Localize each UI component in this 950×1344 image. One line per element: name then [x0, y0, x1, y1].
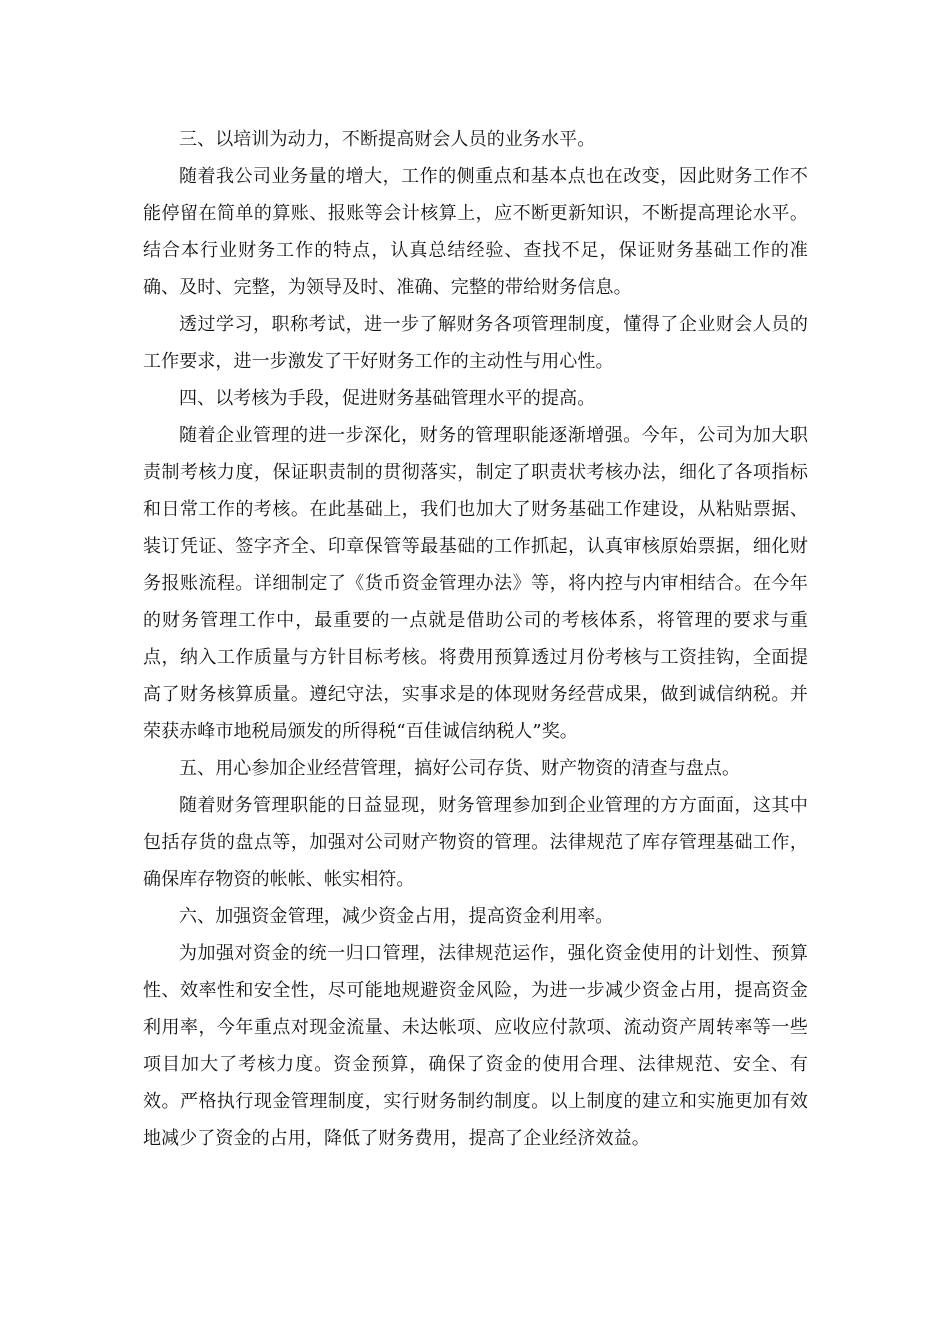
body-paragraph: 随着财务管理职能的日益显现，财务管理参加到企业管理的方方面面，这其中包括存货的盘点等，加强对公司财产物资的管理。法律规范了库存管理基础工作，确保库存物资的帐帐、帐实相符。 [143, 795, 808, 890]
section-heading-3: 三、以培训为动力，不断提高财会人员的业务水平。 [179, 129, 596, 150]
body-paragraph: 为加强对资金的统一归口管理，法律规范运作，强化资金使用的计划性、预算性、效率性和安全性，尽可能地规避资金风险，为进一步减少资金占用，提高资金利用率，今年重点对现金流量、未达帐项、应收应付款项、流动资产周转率等一些项目加大了考核力度。资金预算，确保了资金的使用合理、法律规范、安全、有效。严格执行现金管理制度，实行财务制约制度。以上制度的建立和实施更加有效地减少了资金的占用，降低了财务费用，提高了企业经济效益。 [143, 943, 808, 1149]
section-heading-5: 五、用心参加企业经营管理，搞好公司存货、财产物资的清查与盘点。 [179, 758, 741, 779]
body-paragraph: 随着我公司业务量的增大，工作的侧重点和基本点也在改变，因此财务工作不能停留在简单的算账、报账等会计核算上，应不断更新知识，不断提高理论水平。结合本行业财务工作的特点，认真总结经验、查找不足，保证财务基础工作的准确、及时、完整，为领导及时、准确、完整的带给财务信息。 [143, 166, 808, 298]
section-heading-4: 四、以考核为手段，促进财务基础管理水平的提高。 [179, 388, 596, 409]
document-body [143, 121, 808, 1157]
body-paragraph: 随着企业管理的进一步深化，财务的管理职能逐渐增强。今年，公司为加大职责制考核力度，保证职责制的贯彻落实，制定了职责状考核办法，细化了各项指标和日常工作的考核。在此基础上，我们也加大了财务基础工作建设，从粘贴票据、装订凭证、签字齐全、印章保管等最基础的工作抓起，认真审核原始票据，细化财务报账流程。详细制定了《货币资金管理办法》等，将内控与内审相结合。在今年的财务管理工作中，最重要的一点就是借助公司的考核体系，将管理的要求与重点，纳入工作质量与方针目标考核。将费用预算透过月份考核与工资挂钩，全面提高了财务核算质量。遵纪守法，实事求是的体现财务经营成果，做到诚信纳税。并荣获赤峰市地税局颁发的所得税“百佳诚信纳税人”奖。 [143, 425, 808, 742]
section-heading-6: 六、加强资金管理，减少资金占用，提高资金利用率。 [179, 906, 614, 927]
body-paragraph: 透过学习，职称考试，进一步了解财务各项管理制度，懂得了企业财会人员的工作要求，进一步激发了干好财务工作的主动性与用心性。 [143, 314, 808, 372]
